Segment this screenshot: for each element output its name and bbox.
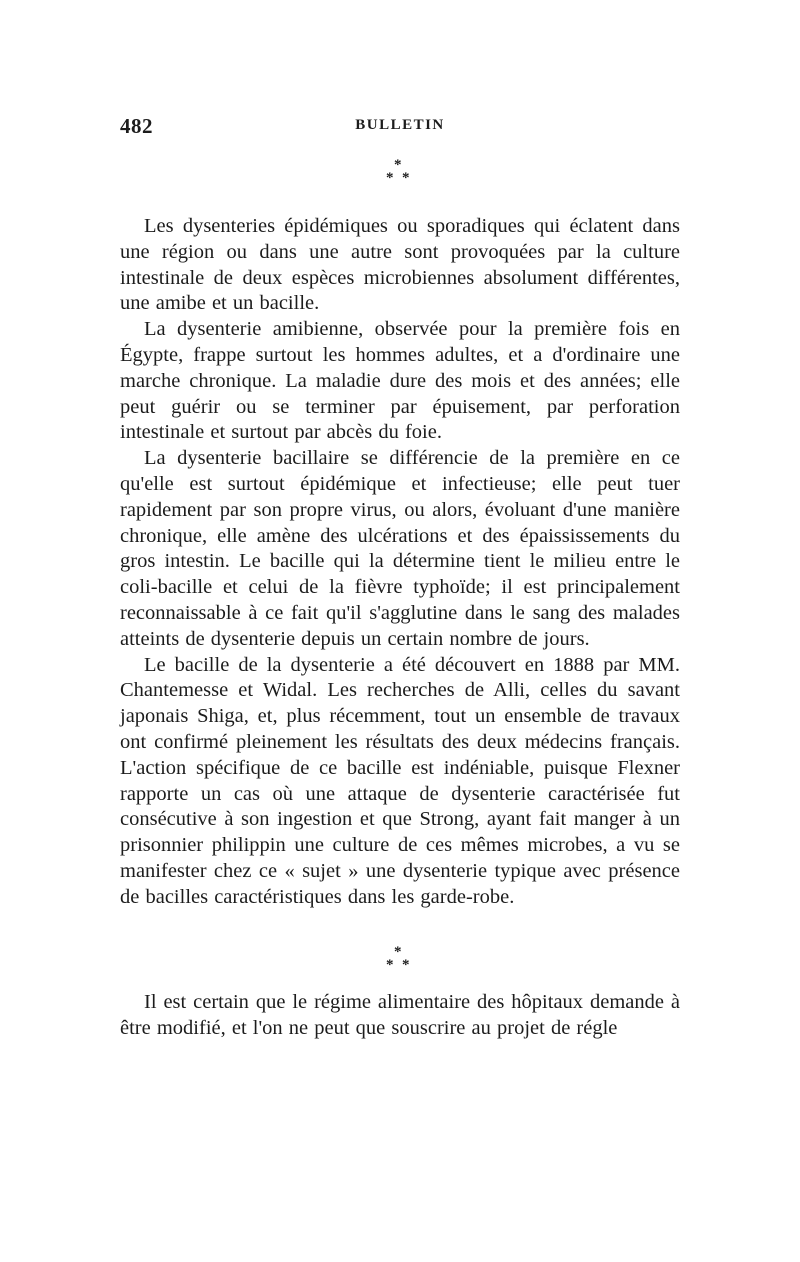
- section-hospital-diet: [120, 990, 680, 1042]
- page-header: [120, 114, 680, 142]
- paragraph: La dysenterie amibienne, observée pour la première fois en Égypte, frappe surtout les hommes adultes, et a d'ordinaire une marche chronique. La maladie dure des mois et des années; elle peut guérir ou se terminer par épuisement, par perforation intestinale et surtout par abcès du foie.: [120, 318, 680, 444]
- asterism-star: *: [386, 957, 394, 973]
- asterism-separator: [370, 158, 430, 188]
- asterism-separator: [370, 945, 430, 975]
- asterism-star: *: [394, 157, 402, 173]
- asterism-star: *: [402, 170, 410, 186]
- page-number: 482: [120, 114, 153, 138]
- running-title: BULLETIN: [355, 117, 445, 133]
- paragraph: Les dysenteries épidémiques ou sporadiques qui éclatent dans une région ou dans une autre sont provoquées par la culture intestinale de deux espèces microbiennes absolument différentes, une amibe et un bacille.: [120, 215, 680, 315]
- asterism-star: *: [394, 944, 402, 960]
- section-dysenteries: [120, 214, 680, 911]
- paragraph: La dysenterie bacillaire se différencie de la première en ce qu'elle est surtout épidémique et infectieuse; elle peut tuer rapidement par son propre virus, ou alors, évoluant d'une manière chronique, elle amène des ulcérations et des épaississements du gros intestin. Le bacille qui la détermine tient le milieu entre le coli-bacille et celui de la fièvre typhoïde; il est principalement reconnaissable à ce fait qu'il s'agglutine dans le sang des malades atteints de dysenterie depuis un certain nombre de jours.: [120, 447, 680, 650]
- paragraph: Le bacille de la dysenterie a été découvert en 1888 par MM. Chantemesse et Widal. Les recherches de Alli, celles du savant japonais Shiga, et, plus récemment, tout un ensemble de travaux ont confirmé pleinement les résultats des deux médecins français. L'action spécifique de ce bacille est indéniable, puisque Flexner rapporte un cas où une attaque de dysenterie caractérisée fut consécutive à son ingestion et que Strong, ayant fait manger à un prisonnier philippin une culture de ces mêmes microbes, a vu se manifester chez ce « sujet » une dysenterie typique avec présence de bacilles caractéristiques dans les garde-robe.: [120, 653, 680, 908]
- asterism-star: *: [402, 957, 410, 973]
- asterism-star: *: [386, 170, 394, 186]
- paragraph: Il est certain que le régime alimentaire des hôpitaux demande à être modifié, et l'on ne peut que souscrire au projet de régle: [120, 991, 680, 1039]
